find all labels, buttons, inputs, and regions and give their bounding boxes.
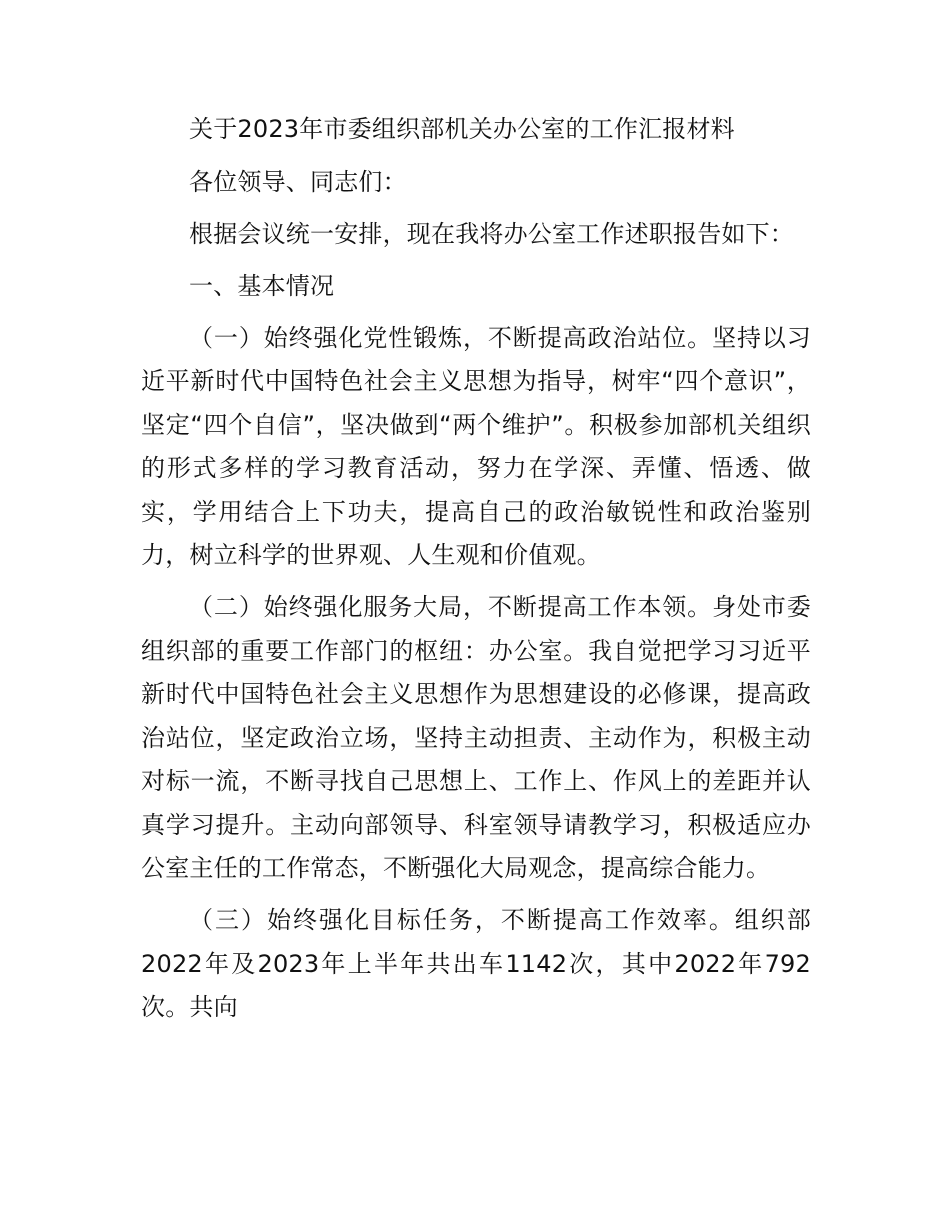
paragraph-3: （三）始终强化目标任务，不断提高工作效率。组织部2022年及2023年上半年共出车1142次，其中2022年792次。共向 [141, 906, 811, 1021]
document-title: 关于2023年市委组织部机关办公室的工作汇报材料 [189, 115, 735, 143]
section-heading: 一、基本情况 [189, 271, 335, 300]
paragraph-1: （一）始终强化党性锻炼，不断提高政治站位。坚持以习近平新时代中国特色社会主义思想为指导，树牢“四个意识”，坚定“四个自信”，坚决做到“两个维护”。积极参加部机关组织的形式多样的学习教育活动，努力在学深、弄懂、悟透、做实，学用结合上下功夫，提高自己的政治敏锐性和政治鉴别力，树立科学的世界观、人生观和价值观。 [141, 323, 811, 569]
salutation: 各位领导、同志们： [189, 167, 407, 196]
document-body [141, 108, 811, 1030]
intro-paragraph: 根据会议统一安排，现在我将办公室工作述职报告如下： [189, 219, 794, 248]
paragraph-2: （二）始终强化服务大局，不断提高工作本领。身处市委组织部的重要工作部门的枢纽：办公室。我自觉把学习习近平新时代中国特色社会主义思想作为思想建设的必修课，提高政治站位，坚定政治立场，坚持主动担责、主动作为，积极主动对标一流，不断寻找自己思想上、工作上、作风上的差距并认真学习提升。主动向部领导、科室领导请教学习，积极适应办公室主任的工作常态，不断强化大局观念，提高综合能力。 [141, 593, 811, 882]
